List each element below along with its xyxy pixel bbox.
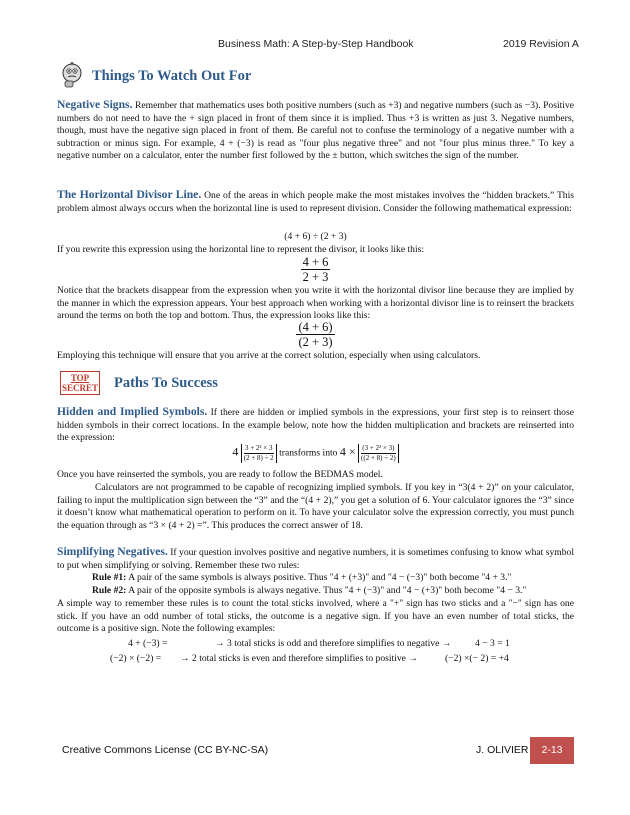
section-title: Paths To Success <box>114 374 218 391</box>
divisor-text: One of the areas in which people make the most mistakes involves the “hidden brackets.” This problem almost always occurs when the horizontal line is used to represent division. Consider the following mathematical expression: <box>57 190 574 214</box>
hidden-text-2: Once you have reinserted the symbols, you are ready to follow the BEDMAS model. <box>57 469 383 480</box>
hidden-symbols-text: If there are hidden or implied symbols in the expressions, your first step is to reinsert those hidden symbols in their correct locations. In the example below, note how the hidden multiplication and brackets are reinserted into the expression: <box>57 407 574 444</box>
fraction-2 <box>57 320 574 349</box>
negative-signs-text: Remember that mathematics uses both positive numbers (such as +3) and negative numbers (such as −3). Positive numbers do not need to have the + sign placed in front of them since it is implied. Thus +3 is written as just 3. Negative numbers, though, must have the negative sign placed in front of them. Be careful not to confuse the terminology of a negative number with a subtraction or minus sign. For example, 4 + (−3) is read as "four plus negative three" and not "four plus minus three." To key a negative number on a calculator, enter the number first followed by the ± button, which switches the sign of the number. <box>57 100 575 162</box>
top-secret-stamp-icon: TOP SECRET <box>61 373 98 393</box>
rhs-denominator: ((2 + 8) ÷ 2) <box>361 454 396 462</box>
lhs-denominator: (2 + 8) ÷ 2 <box>243 454 274 462</box>
transform-expression: 4 $\frac{\text{3 + 2² × 3}}{(2 + 8) \div 2}$ transforms into 4 × $\frac{\text{(3 + 2² × 3)}}{((2 + 8) \div 2)}$ <box>57 444 574 463</box>
simplify-heading: Simplifying Negatives. <box>57 545 168 558</box>
divisor-text-4: Employing this technique will ensure that you arrive at the correct solution, especially when using calculators. <box>57 350 481 361</box>
rhs-numerator: (3 + 2² × 3) <box>362 444 395 452</box>
section-title: Things To Watch Out For <box>92 67 252 84</box>
header-title: Business Math: A Step-by-Step Handbook <box>218 38 414 50</box>
divisor-heading: The Horizontal Divisor Line. <box>57 188 202 201</box>
fraction-1-denominator: 2 + 3 <box>302 270 329 284</box>
footer-author: J. OLIVIER <box>476 744 529 756</box>
section-things-to-watch <box>60 62 251 90</box>
section-paths-to-success <box>60 371 218 395</box>
fraction-1 <box>57 255 574 284</box>
example-1-result: 4 − 3 = 1 <box>475 638 510 649</box>
divisor-text-2: If you rewrite this expression using the horizontal line to represent the divisor, it looks like this: <box>57 244 425 255</box>
divisor-text-3: Notice that the brackets disappear from the expression when you write it with the horizontal divisor line because they are implied by the manner in which the expression appears. Your best approach when working with a horizontal divisor line is to reinsert the brackets around the terms on both the top and bottom. Thus, the expression looks like this: <box>57 285 574 322</box>
lhs-numerator: 3 + 2² × 3 <box>244 444 273 452</box>
header-revision: 2019 Revision A <box>503 38 579 50</box>
transforms-into: transforms into <box>279 447 338 459</box>
divisor-paragraph <box>57 189 574 215</box>
thinker-icon <box>60 62 84 90</box>
hidden-text-3: Calculators are not programmed to be capable of recognizing implied symbols. If you key in “3(4 + 2)” on your calculator, failing to input the multiplication sign between the “3” and the “(4 + 2),” you get a solution of 6. Your calculator ignores the “3” since it doesn’t know what mathematical operation to perform on it. To have your calculator solve the expression correctly, you must punch the equation through as “3 × (4 + 2) =”. This produces the correct answer of 18. <box>57 482 574 531</box>
simplify-text: If your question involves positive and negative numbers, it is sometimes confusing to know what symbol to put when simplifying or solving. Remember these two rules: <box>57 547 574 571</box>
example-2-text: → 2 total sticks is even and therefore simplifies to positive → <box>180 653 418 664</box>
negative-signs-heading: Negative Signs. <box>57 98 133 111</box>
simplify-paragraph <box>57 546 574 572</box>
example-2-result: (−2) ×(− 2) = +4 <box>445 653 509 664</box>
page-number: 2-13 <box>530 737 574 764</box>
fraction-2-numerator: (4 + 6) <box>298 320 333 334</box>
rule-2: Rule #2: A pair of the opposite symbols is always negative. Thus "4 + (−3)" and "4 − (+3)" both become "4 − 3." <box>92 585 527 596</box>
simplify-text-2: A simple way to remember these rules is to count the total sticks involved, where a "+" sign has two sticks and a "−" sign has one stick. If you have an odd number of total sticks, the outcome is a negative sign. If you have an even number of total sticks, the outcome is a positive sign. Note the following examples: <box>57 598 574 635</box>
hidden-symbols-paragraph <box>57 406 574 445</box>
example-2-expr: (−2) × (−2) = <box>110 653 162 664</box>
fraction-2-denominator: (2 + 3) <box>298 335 333 349</box>
example-1-expr: 4 + (−3) = <box>128 638 168 649</box>
fraction-1-numerator: 4 + 6 <box>302 255 329 269</box>
negative-signs-paragraph <box>57 99 574 163</box>
rule-1: Rule #1: A pair of the same symbols is always positive. Thus "4 + (+3)" and "4 − (−3)" both become "4 + 3." <box>92 572 512 583</box>
hidden-symbols-heading: Hidden and Implied Symbols. <box>57 405 208 418</box>
expression-1: (4 + 6) ÷ (2 + 3) <box>284 231 347 242</box>
footer-license: Creative Commons License (CC BY-NC-SA) <box>62 744 269 756</box>
example-1-text: → 3 total sticks is odd and therefore simplifies to negative → <box>215 638 452 649</box>
